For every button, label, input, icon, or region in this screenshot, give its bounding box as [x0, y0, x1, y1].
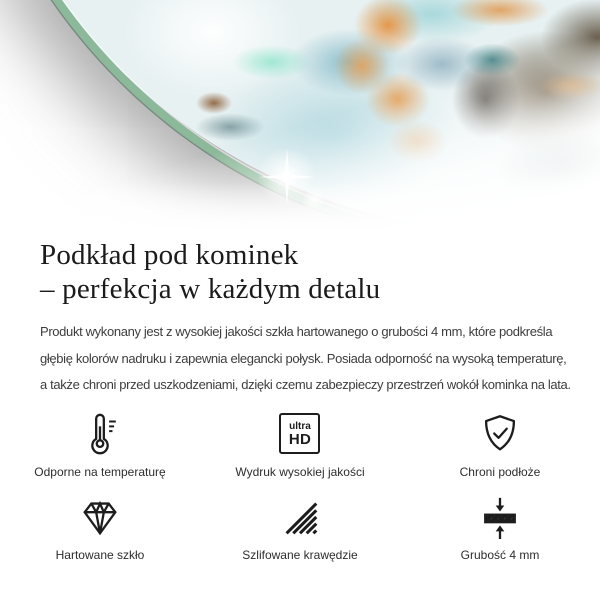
- small-sparkle-highlight: [301, 187, 327, 213]
- shield-check-icon: [477, 411, 523, 457]
- feature-label: Odporne na temperaturę: [34, 464, 166, 479]
- feature-label: Chroni podłoże: [459, 464, 541, 479]
- ultra-hd-icon: [279, 411, 320, 457]
- feature-label: Wydruk wysokiej jakości: [235, 464, 365, 479]
- feature-print-quality: [235, 411, 364, 480]
- feature-thickness: [461, 494, 540, 563]
- polished-edges-icon: [277, 494, 323, 540]
- page-title-line-2: – perfekcja w każdym detalu: [40, 273, 381, 305]
- product-photo: [0, 0, 600, 234]
- ultra-hd-badge-bottom-text: HD: [288, 430, 312, 448]
- feature-tempered-glass: [56, 494, 145, 563]
- product-copy: [0, 234, 600, 563]
- feature-label: Grubość 4 mm: [460, 547, 540, 562]
- thermometer-icon: [77, 411, 123, 457]
- product-description: Produkt wykonany jest z wysokiej jakości szkła hartowanego o grubości 4 mm, które podkreśla głębię kolorów nadruku i zapewnia elegancki połysk. Posiada odporność na wysoką temperaturę, a także chroni przed uszkodzeniami, dzięki czemu zabezpieczy przestrzeń wokół kominka na lata.: [40, 324, 571, 392]
- feature-grid: [0, 411, 600, 563]
- feature-floor-protection: [460, 411, 541, 480]
- feature-label: Szlifowane krawędzie: [242, 547, 358, 562]
- page-title-line-1: Podkład pod kominek: [40, 239, 299, 271]
- thickness-arrows-icon: [477, 494, 523, 540]
- feature-temperature-resistant: [34, 411, 165, 480]
- ultra-hd-badge-top-text: ultra: [289, 420, 311, 432]
- page-title: [40, 238, 567, 306]
- diamond-icon: [77, 494, 123, 540]
- feature-polished-edges: [242, 494, 357, 563]
- feature-label: Hartowane szkło: [55, 547, 145, 562]
